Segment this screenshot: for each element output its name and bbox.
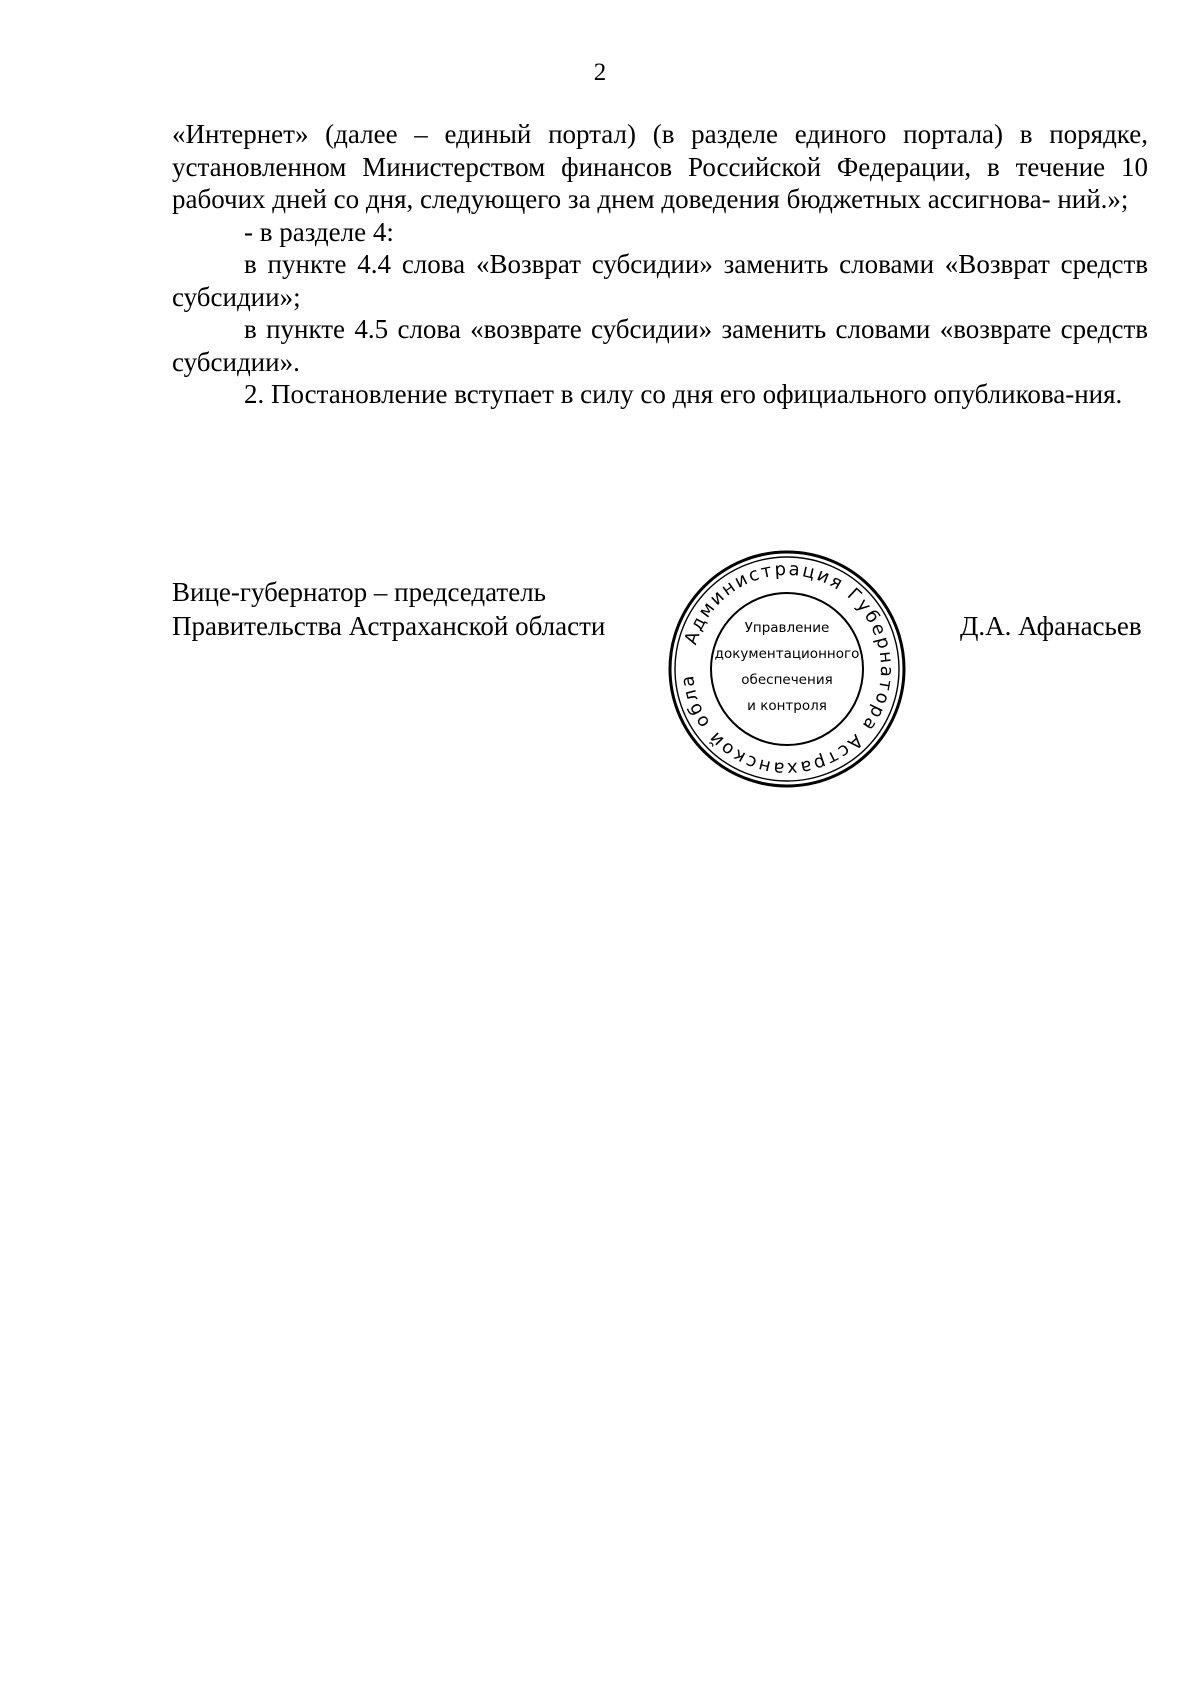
paragraph-portal-line-1: «Интернет» (далее – единый портал) (в разделе единого портала) в порядке, (172, 119, 1148, 149)
stamp-outer-ring (670, 552, 904, 786)
stamp-center-line-3: обеспечения (741, 672, 833, 688)
paragraph-point-4-4: в пункте 4.4 слова «Возврат субсидии» заменить словами «Возврат средств субсидии»; (172, 249, 1148, 312)
page-number: 2 (593, 59, 607, 86)
stamp-outer-ring-inner (675, 557, 899, 781)
signatory-name: Д.А. Афанасьев (960, 611, 1142, 641)
signatory-position-line-1: Вице-губернатор – председатель (172, 577, 546, 607)
paragraph-portal (172, 118, 1148, 216)
document-body (172, 118, 1148, 411)
paragraph-entry-into-force: 2. Постановление вступает в силу со дня его официального опубликова-ния. (244, 379, 1123, 409)
paragraph-portal-line-3: 10 рабочих дней со дня, следующего за днем доведения бюджетных ассигнова- (172, 151, 1148, 214)
stamp-center-line-4: и контроля (747, 698, 827, 714)
official-stamp (666, 548, 908, 790)
stamp-graphic (666, 548, 908, 790)
paragraph-section-4: - в разделе 4: (244, 216, 394, 247)
signatory-position (172, 575, 605, 643)
stamp-center-line-2: документационного (714, 646, 860, 662)
stamp-inner-ring (711, 593, 863, 745)
stamp-center-line-1: Управление (744, 620, 830, 636)
paragraph-portal-line-4: ний.»; (1057, 184, 1129, 214)
paragraph-portal-line-2: установленном Министерством финансов Российской Федерации, в течение (172, 151, 1106, 182)
paragraph-point-4-5: в пункте 4.5 слова «возврате субсидии» заменить словами «возврате средств субсидии». (172, 314, 1148, 377)
stamp-ring-text: Администрация Губернатора Астраханской обла (676, 558, 898, 780)
signatory-position-line-2: Правительства Астраханской области (172, 611, 606, 641)
